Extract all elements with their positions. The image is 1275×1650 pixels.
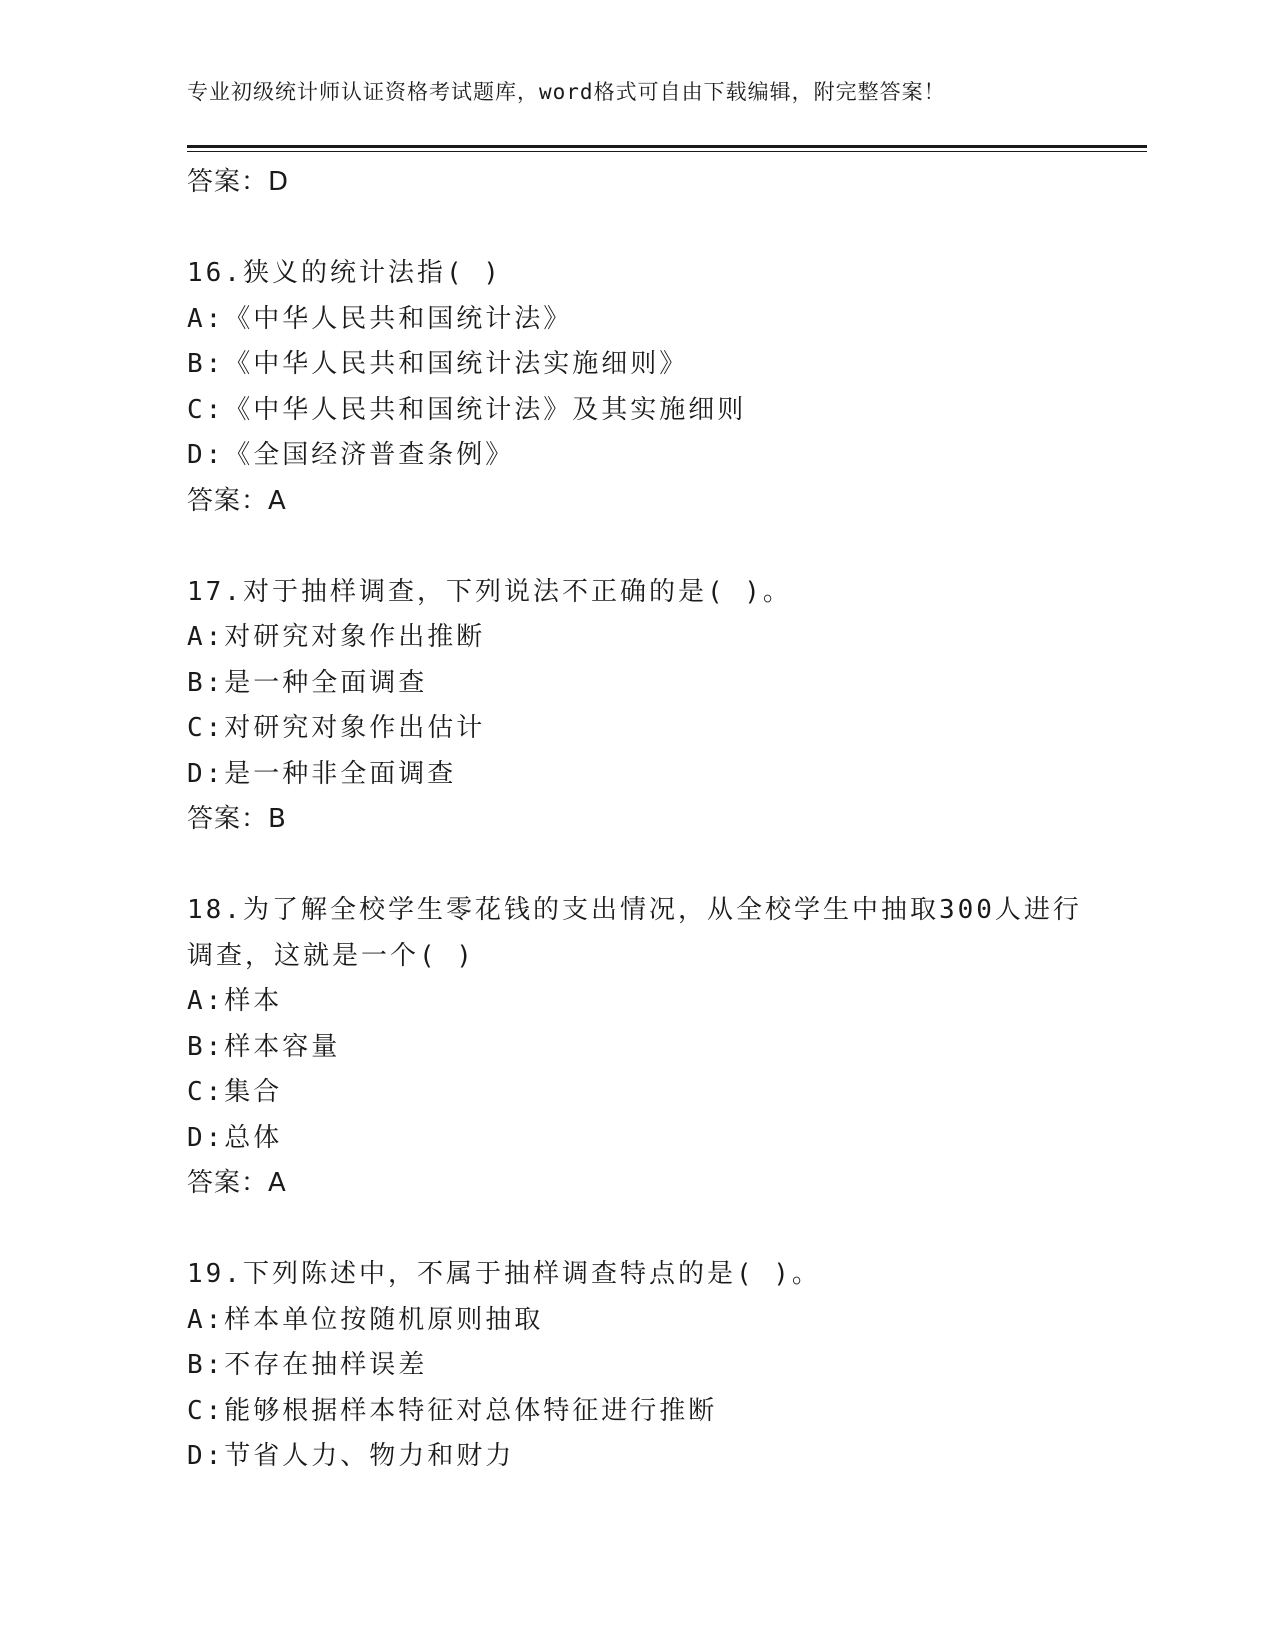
answer-line: 答案：A bbox=[187, 485, 287, 516]
question-18 bbox=[187, 888, 1147, 1207]
spacer bbox=[187, 843, 1147, 889]
option-d: D:总体 bbox=[187, 1122, 283, 1153]
question-stem: 18.为了解全校学生零花钱的支出情况，从全校学生中抽取300人进行 bbox=[187, 895, 1082, 925]
question-stem: 19.下列陈述中，不属于抽样调查特点的是( )。 bbox=[187, 1259, 821, 1289]
spacer bbox=[187, 206, 1147, 252]
option-c: C:《中华人民共和国统计法》及其实施细则 bbox=[187, 394, 747, 425]
option-b: B:《中华人民共和国统计法实施细则》 bbox=[187, 349, 689, 379]
option-a: A:《中华人民共和国统计法》 bbox=[187, 303, 573, 334]
option-a: A:样本单位按随机原则抽取 bbox=[187, 1304, 544, 1335]
option-c: C:集合 bbox=[187, 1077, 283, 1107]
option-c: C:对研究对象作出估计 bbox=[187, 713, 486, 743]
question-stem: 17.对于抽样调查，下列说法不正确的是( )。 bbox=[187, 576, 792, 607]
question-17 bbox=[187, 570, 1147, 843]
answer-line: 答案：A bbox=[187, 1168, 287, 1198]
option-d: D:《全国经济普查条例》 bbox=[187, 440, 515, 470]
option-d: D:是一种非全面调查 bbox=[187, 758, 457, 789]
option-a: A:样本 bbox=[187, 986, 283, 1016]
option-b: B:不存在抽样误差 bbox=[187, 1350, 428, 1380]
question-19 bbox=[187, 1252, 1147, 1480]
option-c: C:能够根据样本特征对总体特征进行推断 bbox=[187, 1395, 718, 1426]
header-rule-thick bbox=[187, 145, 1147, 148]
document-header: 专业初级统计师认证资格考试题库，word格式可自由下载编辑，附完整答案！ bbox=[187, 80, 946, 104]
option-b: B:样本容量 bbox=[187, 1031, 341, 1062]
answer-line: 答案：B bbox=[187, 804, 287, 834]
spacer bbox=[187, 524, 1147, 570]
option-a: A:对研究对象作出推断 bbox=[187, 622, 486, 652]
question-list bbox=[187, 160, 1147, 1480]
spacer bbox=[187, 1207, 1147, 1253]
question-16 bbox=[187, 251, 1147, 524]
answer-line: 答案：D bbox=[187, 167, 290, 197]
header-rule-thin bbox=[187, 151, 1147, 152]
question-stem: 16.狭义的统计法指( ) bbox=[187, 258, 502, 288]
option-d: D:节省人力、物力和财力 bbox=[187, 1441, 515, 1471]
question-stem-continued: 调查，这就是一个( ) bbox=[187, 940, 475, 971]
option-b: B:是一种全面调查 bbox=[187, 667, 428, 698]
